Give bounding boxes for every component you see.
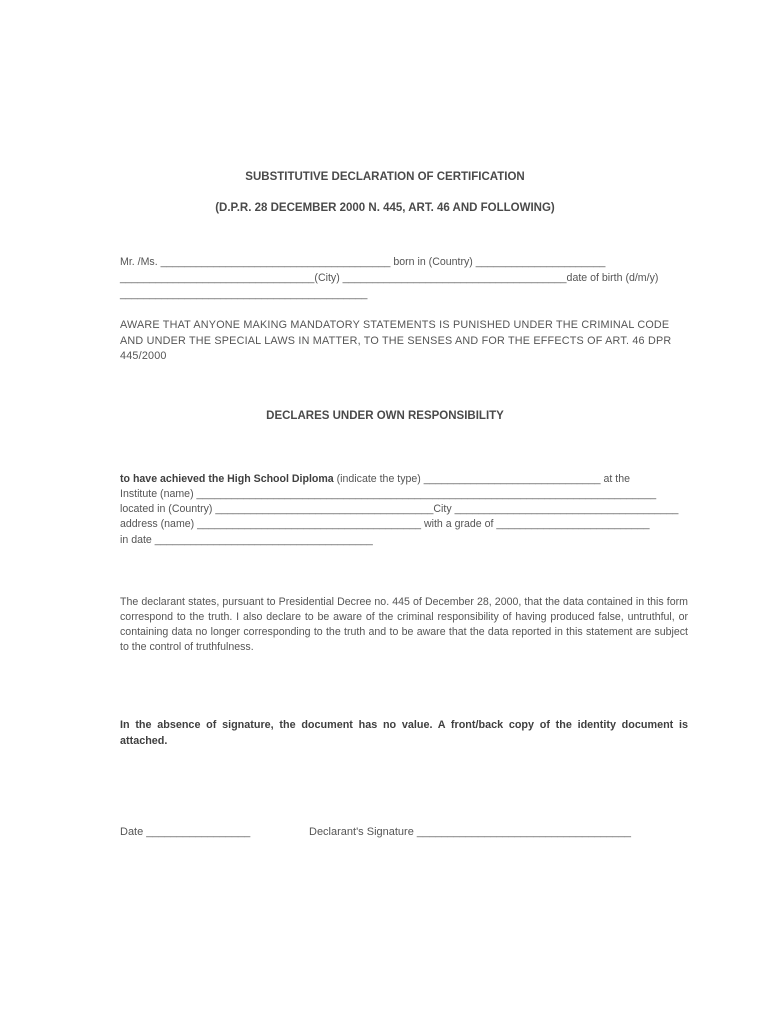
declarant-statement: The declarant states, pursuant to Presidential Decree no. 445 of December 28, 2000, that the data contained in this form correspond to the truth. I also declare to be aware of the criminal responsibility of having produced false, untruthful, or containing data no longer corresponding to the truth and to be aware that the data reported in this statement are subject to the control of truthfulness. xyxy=(120,596,688,653)
document-title: SUBSTITUTIVE DECLARATION OF CERTIFICATION xyxy=(245,171,525,183)
document-subtitle: (D.P.R. 28 DECEMBER 2000 N. 445, ART. 46 AND FOLLOWING) xyxy=(215,202,555,214)
diploma-line-3: located in (Country) _____________________________________City ______________________________________ xyxy=(120,503,679,515)
declares-heading: DECLARES UNDER OWN RESPONSIBILITY xyxy=(266,410,504,422)
identity-line-2: _________________________________(City) ______________________________________date of birth (d/m/y) xyxy=(120,272,659,284)
diploma-line-5: in date _____________________________________ xyxy=(120,534,373,546)
diploma-line-2: Institute (name) ______________________________________________________________________________ xyxy=(120,488,657,500)
diploma-line-1 xyxy=(120,473,630,485)
diploma-type-text: (indicate the type) ______________________________ at the xyxy=(333,473,630,485)
signature-note: In the absence of signature, the document has no value. A front/back copy of the identity document is attached. xyxy=(120,719,688,747)
date-field: Date _________________ xyxy=(120,826,251,838)
identity-line-3: __________________________________________ xyxy=(120,288,368,300)
diploma-bold-text: to have achieved the High School Diploma xyxy=(120,473,334,485)
signature-field: Declarant's Signature ___________________________________ xyxy=(309,826,631,838)
aware-statement: AWARE THAT ANYONE MAKING MANDATORY STATEMENTS IS PUNISHED UNDER THE CRIMINAL CODE AND UNDER THE SPECIAL LAWS IN MATTER, TO THE SENSES AND FOR THE EFFECTS OF ART. 46 DPR 445/2000 xyxy=(120,319,672,362)
identity-line-1: Mr. /Ms. _______________________________________ born in (Country) ______________________ xyxy=(120,256,606,268)
diploma-line-4: address (name) ______________________________________ with a grade of __________________________ xyxy=(120,518,650,530)
